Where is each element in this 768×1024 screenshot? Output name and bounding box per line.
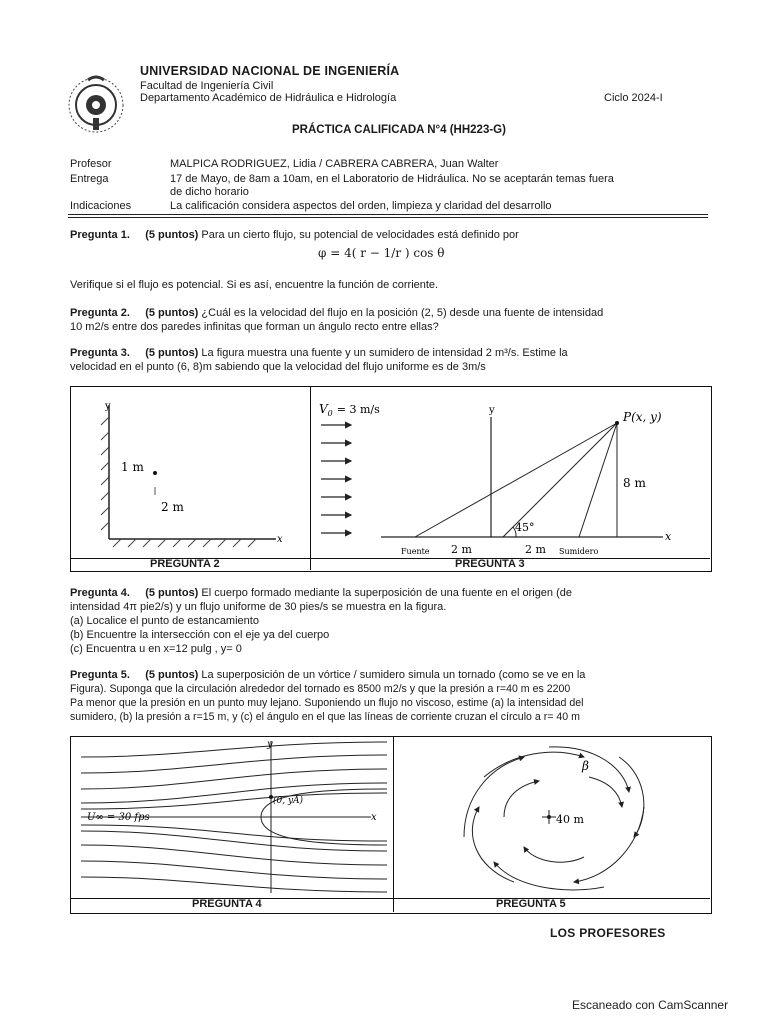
q2-text: ¿Cuál es la velocidad del flujo en la posición (2, 5) desde una fuente de intensidad	[201, 307, 604, 319]
p2-dim-1m: 1 m	[121, 460, 144, 474]
q1-text-2: Verifique si el flujo es potencial. Si es así, encuentre la función de corriente.	[70, 279, 439, 291]
entrega-value-cont: de dicho horario	[170, 186, 249, 198]
signature-label: LOS PROFESORES	[550, 926, 666, 940]
q4-item-b: (b) Encuentre la intersección con el eje ya del cuerpo	[70, 629, 330, 641]
pregunta-5-caption: PREGUNTA 5	[496, 898, 566, 910]
q1-points: (5 puntos)	[145, 229, 199, 241]
q2-label: Pregunta 2.	[70, 307, 130, 319]
q3-text-2: velocidad en el punto (6, 8)m sabiendo que la velocidad del flujo uniforme es de 3m/s	[70, 361, 486, 373]
q4-item-a: (a) Localice el punto de estancamiento	[70, 615, 259, 627]
q3-label: Pregunta 3.	[70, 347, 130, 359]
p3-point-label: P(x, y)	[623, 410, 662, 424]
pregunta-2-caption: PREGUNTA 2	[150, 558, 220, 570]
university-seal-logo	[66, 72, 126, 136]
caption-divider	[70, 898, 710, 899]
q5-text-4: sumidero, (b) la presión a r=15 m, y (c) el ángulo en el que las líneas de corriente cruzan el círculo a r= 40 m	[70, 711, 580, 723]
pregunta-3-caption: PREGUNTA 3	[455, 558, 525, 570]
indicaciones-label: Indicaciones	[70, 200, 132, 212]
p4-y-label: y	[267, 739, 273, 750]
q4-text-2: intensidad 4π pie2/s) y un flujo uniforme de 30 pies/s se muestra en la figura.	[70, 601, 447, 613]
p5-beta-label: β	[582, 759, 589, 773]
p3-angle-label: 45°	[515, 521, 535, 534]
entrega-value: 17 de Mayo, de 8am a 10am, en el Laboratorio de Hidráulica. No se aceptarán temas fuera	[170, 173, 614, 185]
p4-uinf-label: U∞ = 30 fps	[87, 812, 150, 823]
scanner-watermark: Escaneado con CamScanner	[572, 998, 729, 1012]
pregunta-3-figure	[311, 387, 709, 557]
faculty-name: Facultad de Ingeniería Civil	[140, 80, 274, 92]
q5-label: Pregunta 5.	[70, 669, 130, 681]
pregunta-5-figure	[394, 737, 709, 897]
divider	[68, 217, 708, 218]
p3-sumidero-label: Sumidero	[559, 547, 599, 556]
department-name: Departamento Académico de Hidráulica e Hidrología	[140, 92, 397, 104]
p5-radius-label: 40 m	[556, 813, 584, 826]
p2-y-label: y	[105, 401, 111, 412]
exam-title: PRÁCTICA CALIFICADA N°4 (HH223-G)	[292, 124, 506, 136]
q1-text: Para un cierto flujo, su potencial de velocidades está definido por	[201, 229, 519, 241]
q3-text: La figura muestra una fuente y un sumidero de intensidad 2 m³/s. Estime la	[201, 347, 568, 359]
pregunta-4-figure	[71, 737, 392, 897]
p3-dist-2: 2 m	[525, 543, 546, 556]
pregunta-2-figure	[71, 387, 309, 557]
p3-v0-label: $V_0 = 3$ m/s	[319, 402, 380, 418]
q5-text: La superposición de un vórtice / sumidero simula un tornado (como se ve en la	[201, 669, 586, 681]
cycle-label: Ciclo 2024-I	[604, 92, 663, 104]
p3-height-label: 8 m	[623, 476, 646, 490]
question-1	[70, 228, 685, 242]
p3-x-label: x	[665, 530, 672, 543]
q4-points: (5 puntos)	[145, 587, 199, 599]
divider	[68, 214, 708, 215]
q5-points: (5 puntos)	[145, 669, 199, 681]
p4-x-label: x	[371, 812, 377, 823]
p2-dim-2m: 2 m	[161, 500, 184, 514]
p2-x-label: x	[277, 534, 283, 545]
q4-item-c: (c) Encuentra u en x=12 pulg , y= 0	[70, 643, 242, 655]
profesor-value: MALPICA RODRIGUEZ, Lidia / CABRERA CABRERA, Juan Walter	[170, 158, 499, 170]
q4-label: Pregunta 4.	[70, 587, 130, 599]
question-5	[70, 668, 685, 682]
q5-text-3: Pa menor que la presión en un punto muy lejano. Suponiendo un flujo no viscoso, estime (a) la intensidad del	[70, 697, 584, 709]
q2-points: (5 puntos)	[145, 307, 199, 319]
question-3	[70, 346, 685, 360]
q4-text: El cuerpo formado mediante la superposición de una fuente en el origen (de	[201, 587, 572, 599]
q1-label: Pregunta 1.	[70, 229, 130, 241]
q3-points: (5 puntos)	[145, 347, 199, 359]
entrega-label: Entrega	[70, 173, 109, 185]
indicaciones-value: La calificación considera aspectos del orden, limpieza y claridad del desarrollo	[170, 200, 552, 212]
p3-dist-1: 2 m	[451, 543, 472, 556]
p3-fuente-label: Fuente	[401, 547, 430, 556]
p3-y-label: y	[489, 405, 495, 416]
q1-equation: φ = 4( r − 1/r ) cos θ	[318, 246, 445, 260]
q2-text-2: 10 m2/s entre dos paredes infinitas que forman un ángulo recto entre ellas?	[70, 321, 439, 333]
p4-point-label: (0, yA)	[273, 796, 304, 806]
question-4	[70, 586, 685, 600]
question-2	[70, 306, 685, 320]
profesor-label: Profesor	[70, 158, 112, 170]
q5-text-2: Figura). Suponga que la circulación alrededor del tornado es 8500 m2/s y que la presión a r=40 m es 2200	[70, 683, 571, 695]
university-name: UNIVERSIDAD NACIONAL DE INGENIERÍA	[140, 64, 400, 78]
pregunta-4-caption: PREGUNTA 4	[192, 898, 262, 910]
